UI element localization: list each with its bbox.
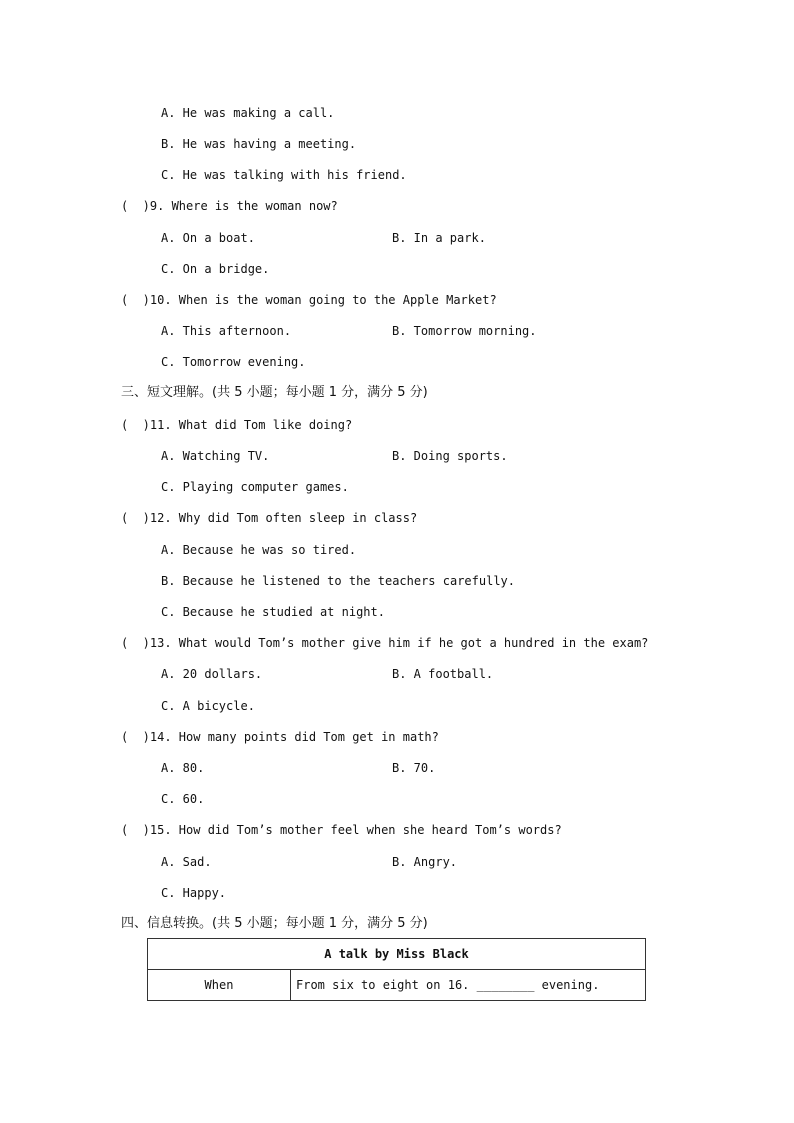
option-11a: A. Watching TV. <box>161 449 270 463</box>
question-15: ( )15. How did Tom’s mother feel when she heard Tom’s words? <box>121 823 562 837</box>
option-9a: A. On a boat. <box>161 231 255 245</box>
question-12: ( )12. Why did Tom often sleep in class? <box>121 511 418 525</box>
option-12a: A. Because he was so tired. <box>161 543 357 557</box>
question-11: ( )11. What did Tom like doing? <box>121 418 353 432</box>
option-12c: C. Because he studied at night. <box>161 605 385 619</box>
option-13b: B. A football. <box>392 667 494 681</box>
option-8a: A. He was making a call. <box>161 106 335 120</box>
option-8b: B. He was having a meeting. <box>161 137 357 151</box>
table-title-row <box>148 939 646 970</box>
question-14: ( )14. How many points did Tom get in math? <box>121 730 439 744</box>
option-13c: C. A bicycle. <box>161 699 255 713</box>
table-value-when: From six to eight on 16. ________ evening. <box>291 970 646 1001</box>
section-4-title: 四、信息转换。(共 5 小题；每小题 1 分，满分 5 分) <box>121 916 428 931</box>
option-15c: C. Happy. <box>161 886 227 900</box>
option-10c: C. Tomorrow evening. <box>161 355 306 369</box>
option-11c: C. Playing computer games. <box>161 480 349 494</box>
question-10: ( )10. When is the woman going to the Apple Market? <box>121 293 497 307</box>
option-9b: B. In a park. <box>392 231 486 245</box>
option-12b: B. Because he listened to the teachers carefully. <box>161 574 516 588</box>
option-10a: A. This afternoon. <box>161 324 292 338</box>
question-9: ( )9. Where is the woman now? <box>121 199 338 213</box>
section-3-title: 三、短文理解。(共 5 小题；每小题 1 分，满分 5 分) <box>121 385 428 400</box>
option-14a: A. 80. <box>161 761 205 775</box>
option-15a: A. Sad. <box>161 855 212 869</box>
table-label-when: When <box>148 970 291 1001</box>
option-14c: C. 60. <box>161 792 205 806</box>
table-row <box>148 970 646 1001</box>
info-table <box>147 938 646 1001</box>
option-11b: B. Doing sports. <box>392 449 508 463</box>
option-15b: B. Angry. <box>392 855 458 869</box>
option-14b: B. 70. <box>392 761 436 775</box>
option-9c: C. On a bridge. <box>161 262 270 276</box>
question-13: ( )13. What would Tom’s mother give him if he got a hundred in the exam? <box>121 636 649 650</box>
option-8c: C. He was talking with his friend. <box>161 168 407 182</box>
table-title: A talk by Miss Black <box>148 939 646 970</box>
option-10b: B. Tomorrow morning. <box>392 324 537 338</box>
option-13a: A. 20 dollars. <box>161 667 263 681</box>
